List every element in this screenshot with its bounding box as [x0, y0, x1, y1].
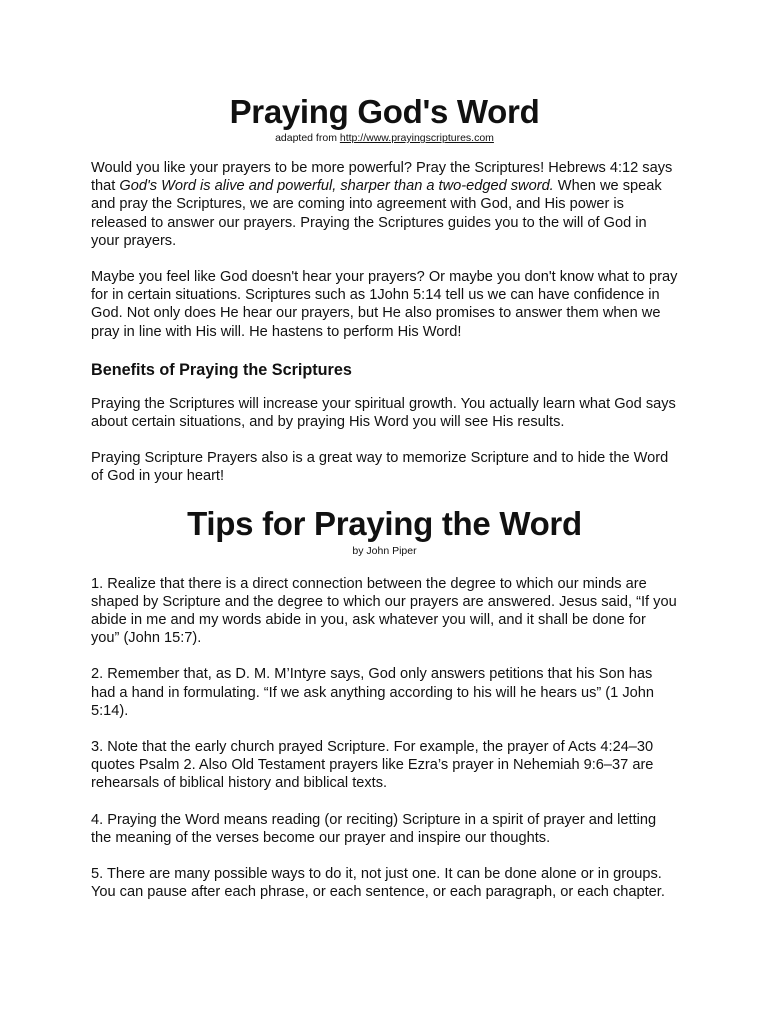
tip-item: 5. There are many possible ways to do it, not just one. It can be done alone or in groups. You can pause after each phrase, or each sentence, or each paragraph, or each chapter.: [91, 866, 665, 901]
intro-p1-emphasis: God's Word is alive and powerful, sharper than a two-edged sword.: [119, 178, 554, 195]
benefits-paragraph-2: Praying Scripture Prayers also is a great way to memorize Scripture and to hide the Word of God in your heart!: [91, 450, 669, 485]
tip-item: 3. Note that the early church prayed Scripture. For example, the prayer of Acts 4:24–30 quotes Psalm 2. Also Old Testament prayers like Ezra’s prayer in Nehemiah 9:6–37 are rehearsals of biblical history and biblical texts.: [91, 739, 654, 792]
tip-item: 1. Realize that there is a direct connection between the degree to which our minds are shaped by Scripture and the degree to which our prayers are answered. Jesus said, “If you abide in me and my words abide in you, ask whatever you will, and it shall be done for you” (John 15:7).: [91, 575, 677, 647]
tips-title: Tips for Praying the Word: [187, 504, 582, 542]
benefits-heading: Benefits of Praying the Scriptures: [91, 360, 352, 379]
intro-paragraph-2: Maybe you feel like God doesn't hear your prayers? Or maybe you don't know what to pray for in certain situations. Scriptures such as 1John 5:14 tell us we can have confidence in God. Not only does He hear our prayers, but He also promises to answer them when we pray in line with His will. He hastens to perform His Word!: [91, 269, 678, 340]
attribution-prefix: adapted from: [275, 132, 340, 144]
page-title: Praying God's Word: [229, 93, 540, 130]
tips-byline: by John Piper: [352, 544, 417, 557]
benefits-paragraph-1: Praying the Scriptures will increase your spiritual growth. You actually learn what God says about certain situations, and by praying His Word you will see His results.: [91, 395, 676, 431]
source-link[interactable]: http://www.prayingscriptures.com: [339, 132, 494, 144]
intro-paragraph-1: [91, 159, 678, 250]
attribution-line: [91, 132, 678, 145]
intro-p1-text-end: When we speak and pray the Scriptures, we are coming into agreement with God, and His power is released to answer our prayers. Praying the Scriptures guides you to the will of God in your prayers.: [91, 178, 662, 249]
tip-item: 2. Remember that, as D. M. M’Intyre says, God only answers petitions that his Son has had a hand in formulating. “If we ask anything according to his will he hears us” (1 John 5:14).: [91, 666, 654, 719]
tip-item: 4. Praying the Word means reading (or reciting) Scripture in a spirit of prayer and letting the meaning of the verses become our prayer and inspire our thoughts.: [91, 811, 657, 846]
intro-p1-text-start: Would you like your prayers to be more powerful? Pray the Scriptures! Hebrews 4:12 says that: [91, 160, 673, 195]
